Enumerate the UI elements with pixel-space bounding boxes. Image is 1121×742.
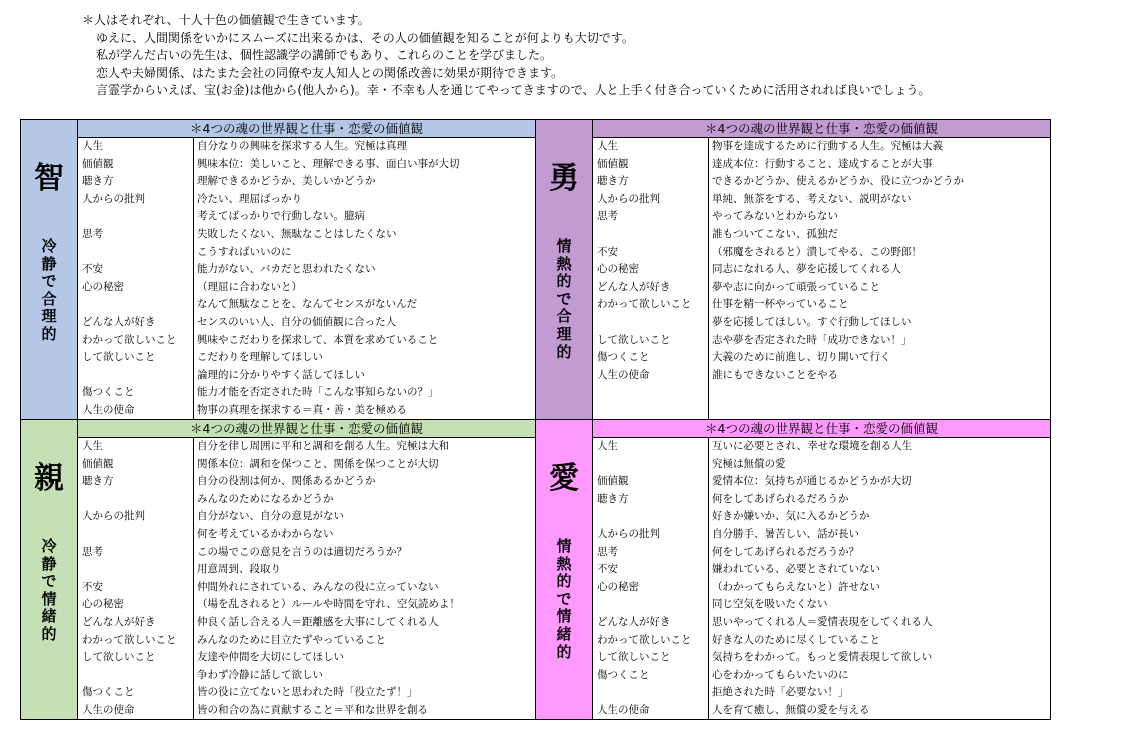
soul-panel [20,119,536,420]
values-table [78,138,535,419]
panel-header: ＊4つの魂の世界観と仕事・恋愛の価値観 [78,120,535,138]
row-label: 人からの批判 [82,510,145,523]
row-label: どんな人が好き [82,616,156,628]
row-label: して欲しいこと [82,651,156,664]
row-value: 達成本位：行動すること、達成することが大事 [712,157,933,170]
row-label: 人生 [82,140,103,152]
row-value: 好きな人のために尽くしていること [712,633,880,646]
row-label: 価値観 [597,157,629,170]
row-label: 心の秘密 [82,598,124,611]
intro-line: 言霊学からいえば、宝(お金)は他から(他人から)。幸・不幸も人を通じてやってきますので、人と上手く付き合っていくために活用されれば良いでしょう。 [96,83,931,98]
soul-panel [535,119,1051,420]
soul-subtitle-char: で [41,272,57,291]
row-value: 夢を応援してほしい。すぐ行動してほしい [712,316,912,328]
row-value: 思いやってくれる人＝愛情表現をしてくれる人 [712,616,933,628]
row-value: 興味本位：美しいこと、理解できる事、面白い事が大切 [197,157,460,170]
intro-line: 私が学んだ占いの先生は、個性認識学の講師でもあり、これらのことを学びました。 [96,48,553,63]
soul-subtitle-char: 熱 [556,554,572,573]
row-label: 人生の使命 [597,704,650,716]
soul-subtitle-char: 的 [41,624,57,643]
panel-header: ＊4つの魂の世界観と仕事・恋愛の価値観 [593,420,1050,438]
row-label: わかって欲しいこと [82,633,177,646]
row-label: 傷つくこと [82,386,135,399]
row-value: 究極は無償の愛 [712,457,786,470]
row-value: 何をしてあげられるだろうか？ [712,545,859,558]
row-value: できるかどうか、使えるかどうか、役に立つかどうか [712,175,964,188]
row-value: 友達や仲間を大切にしてほしい [197,651,344,664]
values-table [593,438,1050,719]
row-value: 同じ空気を吸いたくない [712,598,828,611]
row-label: 心の秘密 [82,280,124,293]
soul-subtitle [21,238,77,344]
row-value: 関係本位：調和を保つこと、関係を保つことが大切 [197,457,439,470]
row-value: 夢や志に向かって頑張っていること [712,280,880,293]
column-divider [708,438,709,719]
soul-subtitle-char: 情 [41,589,57,608]
row-label: 聴き方 [597,175,629,188]
row-label: わかって欲しいこと [597,633,692,646]
soul-subtitle-char: 緒 [556,624,572,643]
panel-side [21,420,78,719]
panel-side [536,420,593,719]
soul-panel [535,419,1051,720]
row-value: 何を考えているかわからない [197,528,334,540]
row-label: 不安 [82,263,103,276]
row-label: 思考 [82,228,103,240]
row-label: 心の秘密 [597,580,639,593]
soul-subtitle [21,538,77,644]
soul-subtitle-char: 合 [41,289,57,308]
row-value: みんなのために目立たずやっていること [197,633,386,646]
row-value: 人を育て癒し、無償の愛を与える [712,704,870,716]
soul-subtitle-char: 緒 [41,607,57,626]
row-label: 人からの批判 [597,192,660,205]
row-value: 心をわかってもらいたいのに [712,668,849,681]
row-value: 用意周到、段取り [197,563,281,576]
column-divider [193,138,194,419]
row-value: 誰もついてこない、孤独だ [712,228,838,240]
row-value: 物事の真理を探求する＝真・善・美を極める [197,404,407,416]
soul-subtitle-char: 理 [41,307,57,326]
soul-subtitle-char: 理 [556,324,572,343]
panel-side [21,120,78,419]
column-divider [708,138,709,419]
soul-subtitle-char: 合 [556,307,572,326]
values-table [78,438,535,719]
values-table [593,138,1050,419]
row-value: 誰にもできないことをやる [712,368,838,381]
row-value: 愛情本位：気持ちが通じるかどうかが大切 [712,475,912,488]
row-value: 大義のために前進し、切り開いて行く [712,351,891,364]
row-label: 人生の使命 [597,368,650,381]
row-value: 皆の役に立てないと思われた時「役立たず！」 [197,686,418,699]
row-label: 人生 [82,440,103,452]
soul-subtitle-char: 的 [556,642,572,661]
row-label: 思考 [597,210,618,223]
row-label: 人生の使命 [82,404,135,416]
soul-panel [20,419,536,720]
intro-line: ゆえに、人間関係をいかにスムーズに出来るかは、その人の価値観を知ることが何よりも大切です。 [96,30,634,45]
row-label: 傷つくこと [597,668,650,681]
row-value: 論理的に分かりやすく話してほしい [197,368,365,381]
row-label: どんな人が好き [597,280,671,293]
soul-subtitle-char: 的 [556,342,572,361]
row-value: 考えてばっかりで行動しない。臆病 [197,210,365,223]
row-value: 自分の役割は何か、関係あるかどうか [197,475,376,488]
soul-kanji: 親 [34,461,64,496]
row-label: 価値観 [82,457,114,470]
soul-kanji: 勇 [549,161,579,196]
row-value: 志や夢を否定された時「成功できない！」 [712,333,912,346]
row-value: （邪魔をされると）潰してやる、この野郎！ [712,245,922,258]
row-value: 互いに必要とされ、幸せな環境を創る人生 [712,440,913,452]
row-value: 仕事を精一杯やっていること [712,298,849,311]
soul-subtitle [536,538,592,661]
soul-subtitle-char: 冷 [41,237,57,255]
row-label: 人生 [597,140,618,152]
panel-side [536,120,593,419]
soul-subtitle-char: 静 [41,554,57,573]
row-value: 好きか嫌いか、気に入るかどうか [712,510,870,523]
row-value: みんなのためになるかどうか [197,492,334,505]
row-label: わかって欲しいこと [597,298,692,311]
row-value: 同志になれる人、夢を応援してくれる人 [712,263,901,276]
soul-subtitle-char: 情 [556,237,572,255]
soul-subtitle-char: 的 [556,572,572,591]
row-label: 聴き方 [82,475,114,488]
row-value: 失敗したくない、無駄なことはしたくない [197,228,397,240]
row-value: 仲良く話し合える人＝距離感を大事にしてくれる人 [197,616,439,628]
soul-subtitle-char: で [41,572,57,591]
row-label: どんな人が好き [82,316,156,328]
row-value: 自分なりの興味を探求する人生。究極は真理 [197,140,407,152]
row-label: して欲しいこと [82,351,156,364]
soul-subtitle-char: 的 [41,324,57,343]
row-value: 拒絶された時「必要ない！」 [712,686,849,699]
row-label: して欲しいこと [597,651,671,664]
row-value: 単純、無茶をする、考えない、説明がない [712,192,912,205]
soul-subtitle-char: 情 [556,537,572,555]
row-value: （わかってもらえないと）許せない [712,580,880,593]
row-label: 価値観 [82,157,114,170]
soul-subtitle-char: 情 [556,607,572,626]
row-value: （場を乱されると）ルールや時間を守れ、空気読めよ！ [197,598,460,611]
row-value: 冷たい、理屈ばっかり [197,192,302,205]
row-value: 嫌われている、必要とされていない [712,563,880,576]
soul-kanji: 愛 [549,461,579,496]
row-label: 聴き方 [82,175,114,188]
row-value: 自分を律し周囲に平和と調和を創る人生。究極は大和 [197,440,449,452]
row-value: 興味やこだわりを探求して、本質を求めていること [197,333,439,346]
intro-line: ＊人はそれぞれ、十人十色の価値観で生きています。 [82,13,370,27]
row-value: 物事を達成するために行動する人生。究極は大義 [712,140,943,152]
column-divider [193,438,194,719]
row-value: 自分がない、自分の意見がない [197,510,344,523]
soul-subtitle-char: で [556,589,572,608]
soul-subtitle-char: 冷 [41,537,57,555]
row-value: （理屈に合わないと） [197,280,302,293]
soul-subtitle [536,238,592,361]
row-value: 能力がない、バカだと思われたくない [197,263,376,276]
row-label: 人からの批判 [82,192,145,205]
row-label: 不安 [597,245,618,258]
row-value: 皆の和合の為に貢献すること＝平和な世界を創る [197,704,428,716]
row-value: 理解できるかどうか、美しいかどうか [197,175,376,188]
soul-kanji: 智 [34,161,64,196]
soul-subtitle-char: 熱 [556,254,572,273]
row-label: わかって欲しいこと [82,333,177,346]
soul-subtitle-char: で [556,289,572,308]
row-value: なんて無駄なことを、なんてセンスがないんだ [197,298,418,311]
row-value: こだわりを理解してほしい [197,351,323,364]
row-label: して欲しいこと [597,333,671,346]
intro-text [82,12,931,100]
row-label: 傷つくこと [597,351,650,364]
row-label: 傷つくこと [82,686,135,699]
row-label: 人生 [597,440,618,452]
row-label: 思考 [82,545,103,558]
row-value: こうすればいいのに [197,245,292,258]
row-label: 人からの批判 [597,528,660,540]
row-label: 不安 [597,563,618,576]
row-label: 心の秘密 [597,263,639,276]
intro-line: 恋人や夫婦関係、はたまた会社の同僚や友人知人との関係改善に効果が期待できます。 [96,65,564,80]
row-label: 思考 [597,545,618,558]
row-value: 争わず冷静に話して欲しい [197,668,323,681]
row-value: 自分勝手、暑苦しい、話が長い [712,528,859,540]
row-label: 不安 [82,580,103,593]
row-value: やってみないとわからない [712,210,838,223]
row-value: 能力才能を否定された時「こんな事知らないの？」 [197,386,439,399]
row-label: どんな人が好き [597,616,671,628]
row-label: 人生の使命 [82,704,135,716]
row-value: 気持ちをわかって。もっと愛情表現して欲しい [712,651,933,664]
soul-subtitle-char: 的 [556,272,572,291]
row-value: 仲間外れにされている、みんなの役に立っていない [197,580,439,593]
row-value: センスのいい人、自分の価値観に合った人 [197,316,397,328]
row-value: 何をしてあげられるだろうか [712,492,849,505]
row-label: 聴き方 [597,492,629,505]
soul-subtitle-char: 静 [41,254,57,273]
panel-header: ＊4つの魂の世界観と仕事・恋愛の価値観 [593,120,1050,138]
row-label: 価値観 [597,475,629,488]
panel-header: ＊4つの魂の世界観と仕事・恋愛の価値観 [78,420,535,438]
row-value: この場でこの意見を言うのは適切だろうか？ [197,545,407,558]
